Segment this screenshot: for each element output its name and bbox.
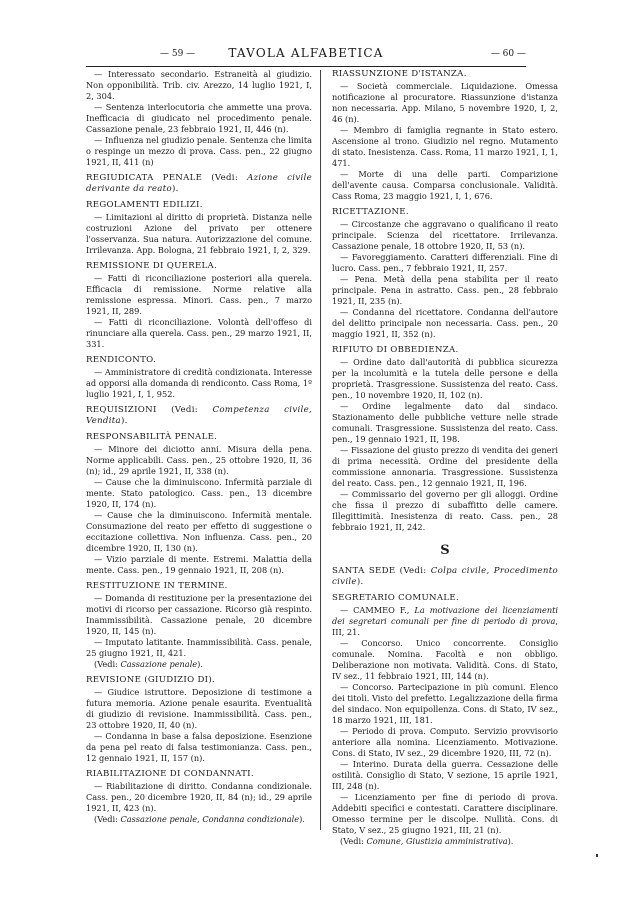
- running-title: TAVOLA ALFABETICA: [228, 46, 384, 60]
- entry-text: — Commissario del governo per gli alloggi. Ordine che fissa il prezzo di subaffitto delle camere. Illegittimità. Inesistenza di reato. Cass. pen., 28 febbraio 1921, II, 242.: [332, 489, 558, 532]
- entry-segretario-comunale: [332, 593, 558, 847]
- entry-text: — Imputato latitante. Inammissibilità. Cass. penale, 25 giugno 1921, II, 421.: [86, 637, 312, 658]
- entry-text: — Domanda di restituzione per la presentazione dei motivi di ricorso per cassazione. Ricorso già respinto. Inammissibilità. Cassazione penale, 20 dicembre 1920, II, 145 (n).: [86, 593, 312, 636]
- entry-rendiconto: [86, 355, 312, 400]
- entry-heading: SANTA SEDE (Vedi: Colpa civile, Procedimento civile).: [332, 566, 558, 587]
- article-title: La motivazione dei licenziamenti dei segretari comunali per fine di periodo di prova: [332, 605, 558, 626]
- entry-santa-sede: [332, 566, 558, 588]
- entry-text: — Favoreggiamento. Caratteri differenziali. Fine di lucro. Cass. pen., 7 febbraio 1921, II, 257.: [332, 252, 558, 273]
- entry-text: — Vizio parziale di mente. Estremi. Malattia della mente. Cass. pen., 19 gennaio 1921, II, 208 (n).: [86, 554, 312, 575]
- cross-reference: Comune, Giustizia amministrativa: [366, 836, 508, 846]
- entry-heading: REGOLAMENTI EDILIZI.: [86, 200, 203, 210]
- entry-text: — Amministratore di credità condizionata. Interesse ad opporsi alla domanda di rendiconto. Cass Roma, 1º luglio 1921, I, 1, 952.: [86, 367, 312, 399]
- page-header: [86, 46, 526, 64]
- see-also: (Vedi: Cassazione penale).: [94, 659, 203, 669]
- entry-continuation: [86, 69, 312, 168]
- entry-heading: REQUISIZIONI (Vedi: Competenza civile, Vendita).: [86, 405, 312, 426]
- entry-text: — Società commerciale. Liquidazione. Omessa notificazione al procuratore. Riassunzione d'istanza non necessaria. App. Milano, 5 novembre 1920, I, 2, 46 (n).: [332, 81, 558, 124]
- entry-responsabilita-penale: [86, 432, 312, 576]
- entry-riassunzione: [332, 69, 558, 202]
- entry-text: — Interessato secondario. Estraneità al giudizio. Non opponibilità. Trib. civ. Arezzo, 14 luglio 1921, I, 2, 304.: [86, 69, 312, 101]
- entry-text: — Riabilitazione di diritto. Condanna condizionale. Cass. pen., 20 dicembre 1920, II, 84 (n); id., 29 aprile 1921, II, 423 (n).: [86, 781, 312, 813]
- entry-text: — Licenziamento per fine di periodo di prova. Addebiti specifici e contestati. Carattere disciplinare. Omesso termine per le discolpe. Nullità. Cons. di Stato, V sez., 25 giugno 1921, III, 21 (n).: [332, 792, 558, 835]
- entry-heading: SEGRETARIO COMUNALE.: [332, 593, 459, 603]
- entry-regolamenti-edilizi: [86, 200, 312, 256]
- entry-text: — Limitazioni al diritto di proprietà. Distanza nelle costruzioni Azione del privato per ottenere l'osservanza. Sua natura. Autorizzazione del comune. Irrilevanza. App. Bologna, 21 febbraio 1921, I, 2, 329.: [86, 212, 312, 255]
- entry-heading: RESTITUZIONE IN TERMINE.: [86, 581, 228, 591]
- entry-text: — Morte di una delle parti. Comparizione dell'avente causa. Comparsa conclusionale. Validità. Cass Roma, 23 maggio 1921, I, 1, 676.: [332, 169, 558, 201]
- cross-reference: Cassazione penale: [120, 659, 198, 669]
- entry-heading: RIFIUTO DI OBBEDIENZA.: [332, 345, 459, 355]
- cross-reference: Competenza civile, Vendita: [86, 405, 312, 426]
- entry-remissione-di-querela: [86, 261, 312, 350]
- entry-text: — Fatti di riconciliazione. Volontà dell'offeso di rinunciare alla querela. Cass. pen., 29 marzo 1921, II, 331.: [86, 317, 312, 349]
- print-speck: [596, 854, 598, 857]
- entry-text: — CAMMEO F., La motivazione dei licenziamenti dei segretari comunali per fine di periodo di prova, III, 21.: [332, 605, 558, 637]
- entry-text: — Minore dei diciotto anni. Misura della pena. Norme applicabili. Cass. pen., 25 ottobre 1920, II, 36 (n); id., 29 aprile 1921, II, 338 (n).: [86, 444, 312, 476]
- entry-text: — Ordine legalmente dato dal sindaco. Stazionamento delle pubbliche vetture nelle strade comunali. Trasgressione. Sussistenza del reato. Cass. pen., 19 gennaio 1921, II, 198.: [332, 401, 558, 444]
- entry-text: — Concorso. Unico concorrente. Consiglio comunale. Nomina. Facoltà e non obbligo. Deliberazione non motivata. Validità. Cons. di Stato, IV sez., 11 febbraio 1921, III, 144 (n).: [332, 638, 558, 681]
- entry-restituzione-in-termine: [86, 581, 312, 670]
- entry-text: — Influenza nel giudizio penale. Sentenza che limita o respinge un mezzo di prova. Cass. pen., 22 giugno 1921, II, 411 (n): [86, 135, 312, 167]
- section-letter: S: [440, 543, 450, 558]
- entry-heading: REGIUDICATA PENALE (Vedi: Azione civile derivante da reato).: [86, 173, 312, 194]
- entry-heading: RESPONSABILITÀ PENALE.: [86, 432, 218, 442]
- entry-riabilitazione: [86, 769, 312, 825]
- entry-text: — Sentenza interlocutoria che ammette una prova. Inefficacia di giudicato nel procedimento penale. Cassazione penale, 23 febbraio 1921, II, 446 (n).: [86, 102, 312, 134]
- entry-rifiuto-di-obbedienza: [332, 345, 558, 533]
- cross-reference: Colpa civile, Procedimento civile: [332, 566, 558, 587]
- entry-heading: RICETTAZIONE.: [332, 207, 409, 217]
- entry-heading: REVISIONE (GIUDIZIO DI).: [86, 675, 216, 685]
- entry-text: — Membro di famiglia regnante in Stato estero. Ascensione al trono. Giudizio nel regno. Mutamento di stato. Inesistenza. Cass. Roma, 11 marzo 1921, I, 1, 471.: [332, 125, 558, 168]
- entry-text: — Circostanze che aggravano o qualificano il reato principale. Scienza del ricettatore. Irrilevanza. Cassazione penale, 18 ottobre 1920, II, 53 (n).: [332, 219, 558, 251]
- entry-text: — Condanna in base a falsa deposizione. Esenzione da pena pel reato di falsa testimonianza. Cass. pen., 12 gennaio 1921, II, 157 (n).: [86, 731, 312, 763]
- entry-heading: RENDICONTO.: [86, 355, 156, 365]
- entry-heading: RIASSUNZIONE D'ISTANZA.: [332, 69, 467, 79]
- right-page-number: — 60 —: [490, 49, 526, 59]
- see-also: (Vedi: Comune, Giustizia amministrativa).: [340, 836, 514, 846]
- entry-text: — Condanna del ricettatore. Condanna dell'autore del delitto principale non necessaria. Cass. pen., 20 maggio 1921, II, 352 (n).: [332, 307, 558, 339]
- entry-text: — Fissazione del giusto prezzo di vendita dei generi di prima necessità. Ordine del presidente della commissione annonaria. Trasgressione. Sussistenza del reato. Cass. pen., 12 gennaio 1921, II, 196.: [332, 445, 558, 488]
- entry-text: — Periodo di prova. Computo. Servizio provvisorio anteriore alla nomina. Licenziamento. Motivazione. Cons. di Stato, IV sez., 29 dicembre 1920, III, 72 (n).: [332, 726, 558, 758]
- entry-text: — Cause che la diminuiscono. Infermità mentale. Consumazione del reato per effetto di suggestione o eccitazione collettiva. Non influenza. Cass. pen., 20 dicembre 1920, II, 130 (n).: [86, 510, 312, 553]
- entry-regiudicata-penale: [86, 173, 312, 195]
- cross-reference: Cassazione penale, Condanna condizionale: [120, 814, 300, 824]
- left-page-number: — 59 —: [160, 49, 196, 59]
- entry-text: — Concorso. Partecipazione in più comuni. Elenco dei titoli. Visto del prefetto. Legalizzazione della firma del sindaco. Non equipollenza. Cons. di Stato, IV sez., 18 marzo 1921, III, 181.: [332, 682, 558, 725]
- entry-revisione: [86, 675, 312, 764]
- header-rule: [86, 66, 526, 67]
- column-divider: [320, 70, 321, 830]
- entry-requisizioni: [86, 405, 312, 427]
- entry-heading: REMISSIONE DI QUERELA.: [86, 261, 218, 271]
- entry-text: — Ordine dato dall'autorità di pubblica sicurezza per la incolumità e la tutela delle persone e della proprietà. Trasgressione. Sussistenza del reato. Cass. pen., 10 novembre 1920, II, 102 (n).: [332, 357, 558, 400]
- right-column: [332, 69, 558, 852]
- entry-text: — Fatti di riconciliazione posteriori alla querela. Efficacia di remissione. Norme relative alla remissione espressa. Minori. Cass. pen., 7 marzo 1921, II, 289.: [86, 273, 312, 316]
- entry-text: — Pena. Metà della pena stabilita per il reato principale. Pena in astratto. Cass. pen., 28 febbraio 1921, II, 235 (n).: [332, 274, 558, 306]
- cross-reference: Azione civile derivante da reato: [86, 173, 312, 194]
- left-column: [86, 69, 312, 830]
- entry-text: — Interino. Durata della guerra. Cessazione delle ostilità. Consiglio di Stato, V sezione, 15 aprile 1921, III, 248 (n).: [332, 759, 558, 791]
- entry-heading: RIABILITAZIONE DI CONDANNATI.: [86, 769, 254, 779]
- entry-text: — Giudice istruttore. Deposizione di testimone a futura memoria. Azione penale esaurita. Eventualità di giudizio di revisione. Inammissibilità. Cass. pen., 23 ottobre 1920, II, 40 (n).: [86, 687, 312, 730]
- entry-ricettazione: [332, 207, 558, 340]
- see-also: (Vedi: Cassazione penale, Condanna condizionale).: [94, 814, 305, 824]
- entry-text: — Cause che la diminuiscono. Infermità parziale di mente. Stato patologico. Cass. pen., 13 dicembre 1920, II, 174 (n).: [86, 477, 312, 509]
